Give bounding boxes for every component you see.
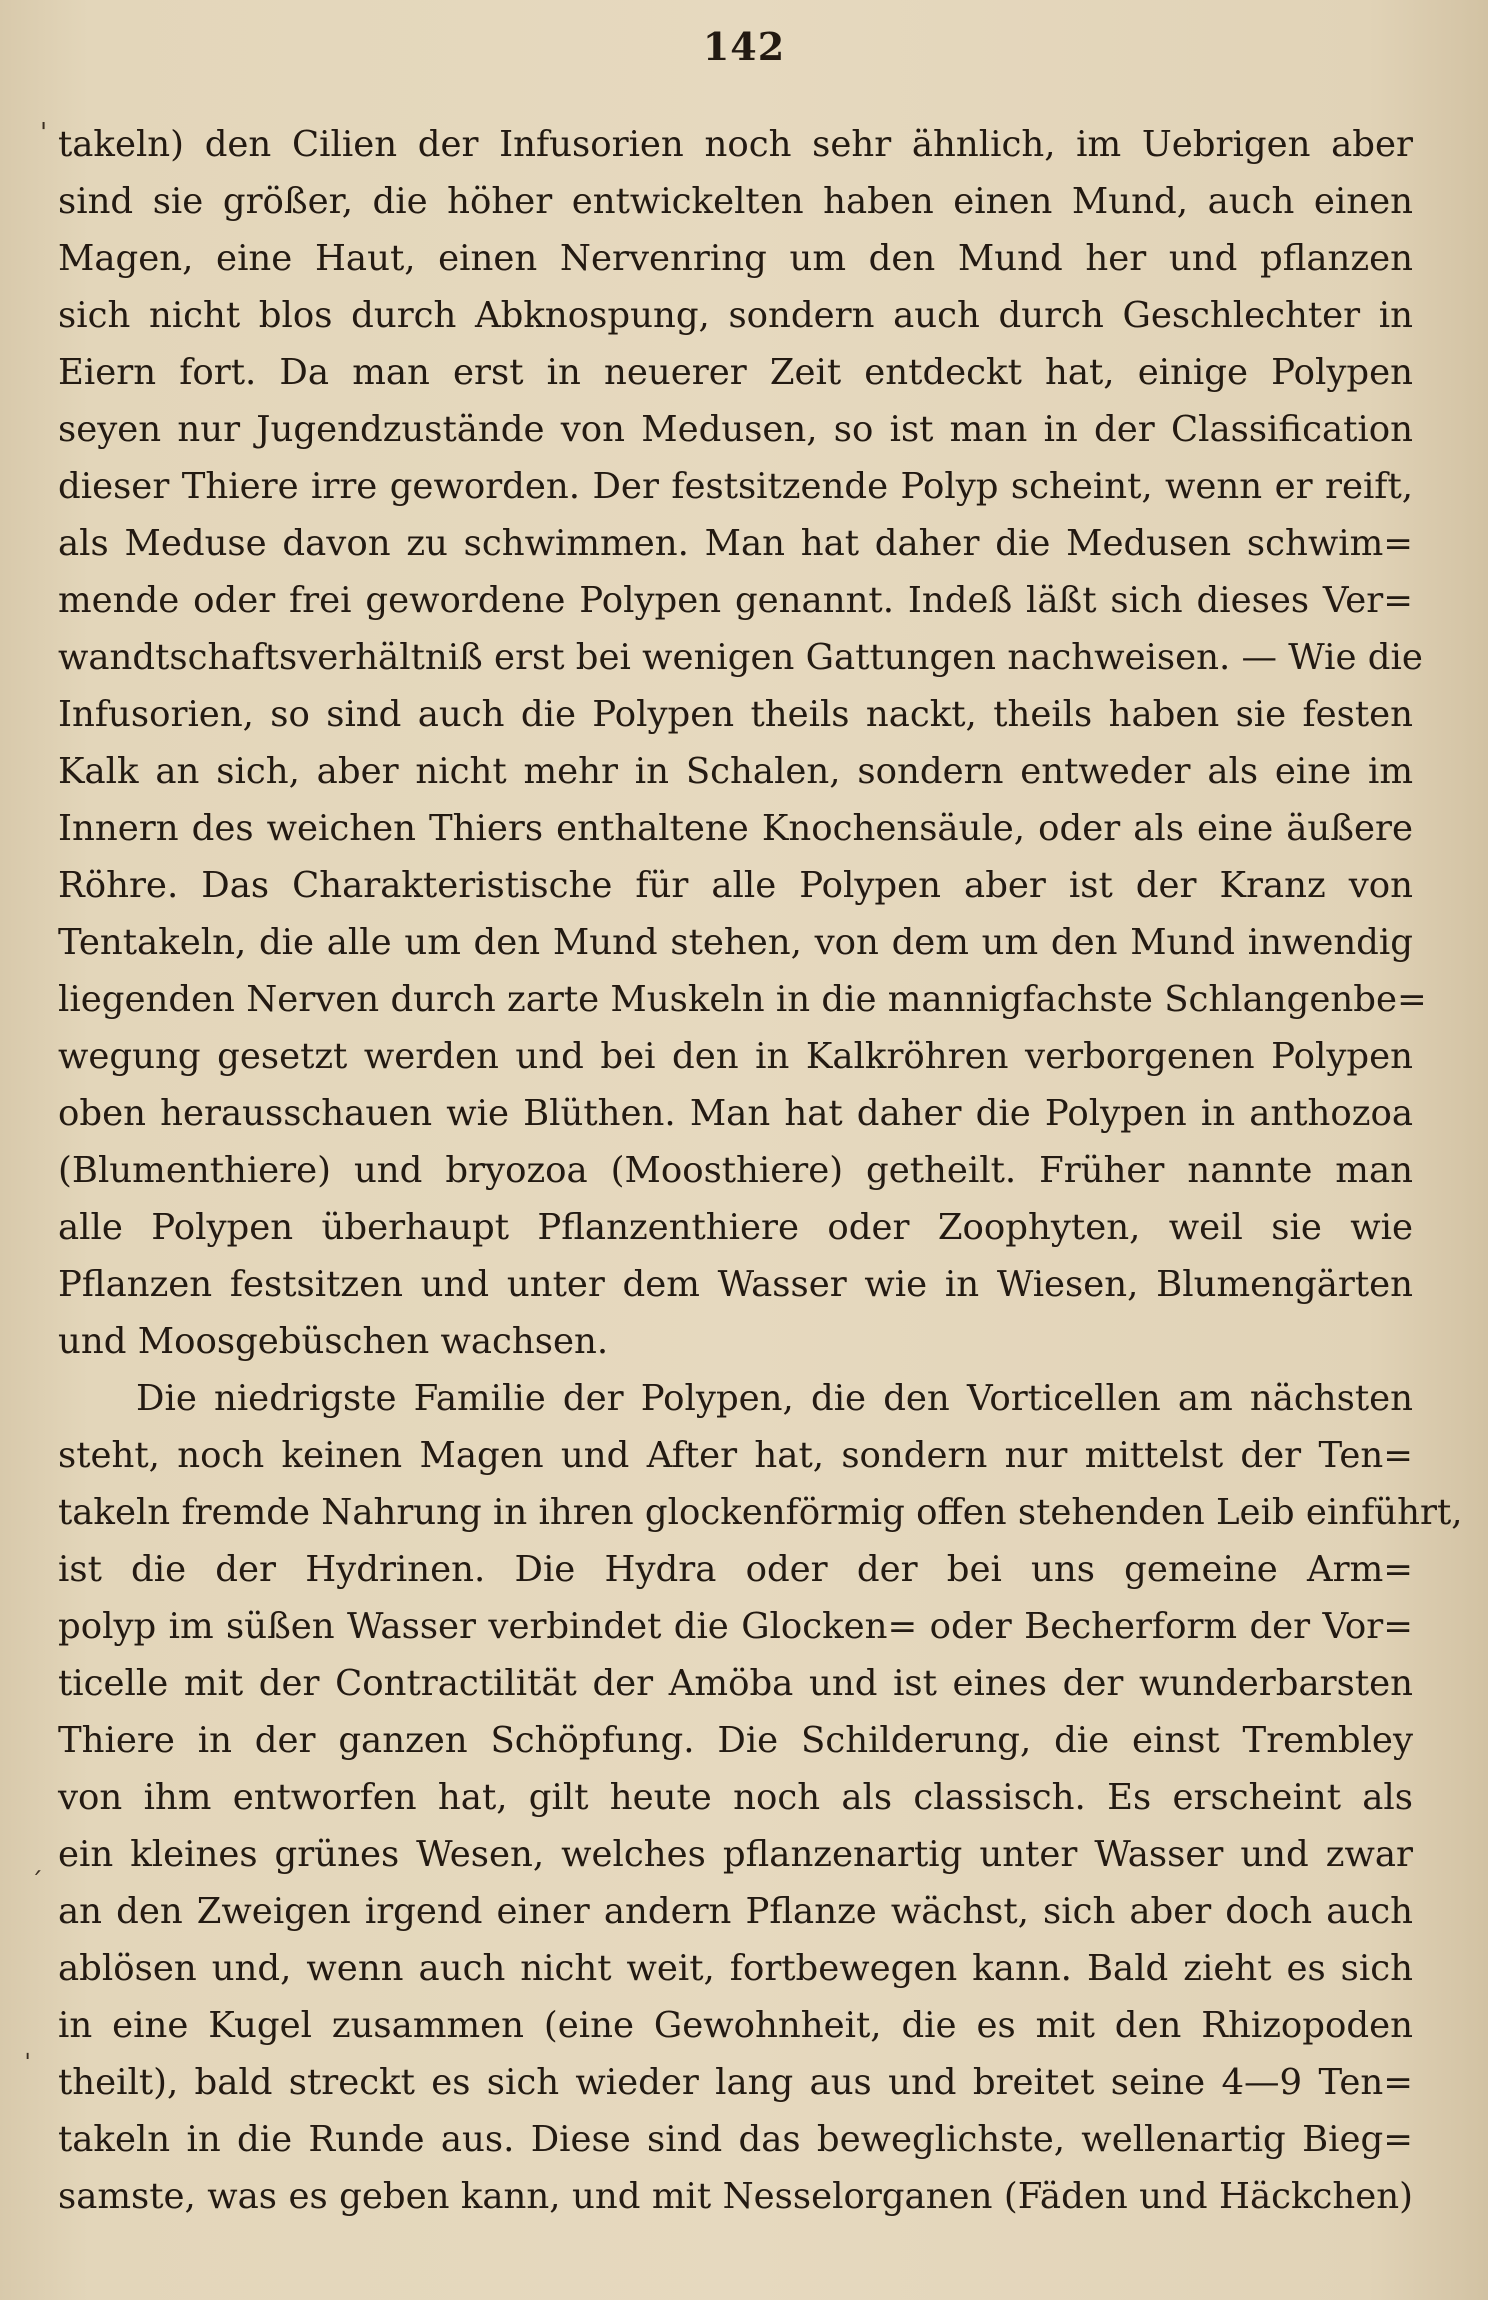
text-line: wegung gesetzt werden und bei den in Kalkröhren verborgenen Polypen: [58, 1036, 1413, 1077]
text-line: ist die der Hydrinen. Die Hydra oder der bei uns gemeine Arm=: [58, 1549, 1413, 1590]
text-line: samste, was es geben kann, und mit Nesselorganen (Fäden und Häckchen): [58, 2176, 1413, 2217]
paragraph: [58, 116, 1427, 1370]
text-line: dieser Thiere irre geworden. Der festsitzende Polyp scheint, wenn er reift,: [58, 466, 1413, 507]
text-line: oben herausschauen wie Blüthen. Man hat daher die Polypen in anthozoa: [58, 1093, 1413, 1134]
text-line: steht, noch keinen Magen und After hat, sondern nur mittelst der Ten=: [58, 1435, 1413, 1476]
text-line: mende oder frei gewordene Polypen genannt. Indeß läßt sich dieses Ver=: [58, 580, 1413, 621]
text-line: ticelle mit der Contractilität der Amöba und ist eines der wunderbarsten: [58, 1663, 1413, 1704]
text-line: Innern des weichen Thiers enthaltene Knochensäule, oder als eine äußere: [58, 808, 1413, 849]
text-line: und Moosgebüschen wachsen.: [58, 1321, 609, 1362]
text-line: sich nicht blos durch Abknospung, sondern auch durch Geschlechter in: [58, 295, 1413, 336]
margin-mark: ´: [30, 1868, 43, 1898]
margin-mark: ': [40, 118, 48, 148]
text-line: Pflanzen festsitzen und unter dem Wasser wie in Wiesen, Blumengärten: [58, 1264, 1413, 1305]
text-line: von ihm entworfen hat, gilt heute noch als classisch. Es erscheint als: [58, 1777, 1413, 1818]
text-line: Kalk an sich, aber nicht mehr in Schalen, sondern entweder als eine im: [58, 751, 1413, 792]
text-line: theilt), bald streckt es sich wieder lang aus und breitet seine 4—9 Ten=: [58, 2062, 1413, 2103]
text-line: Eiern fort. Da man erst in neuerer Zeit entdeckt hat, einige Polypen: [58, 352, 1413, 393]
text-line: sind sie größer, die höher entwickelten haben einen Mund, auch einen: [58, 181, 1413, 222]
text-line: ein kleines grünes Wesen, welches pflanzenartig unter Wasser und zwar: [58, 1834, 1413, 1875]
text-line: als Meduse davon zu schwimmen. Man hat daher die Medusen schwim=: [58, 523, 1413, 564]
text-line: Röhre. Das Charakteristische für alle Polypen aber ist der Kranz von: [58, 865, 1413, 906]
text-line: takeln fremde Nahrung in ihren glockenförmig offen stehenden Leib einführt,: [58, 1492, 1463, 1533]
text-line: alle Polypen überhaupt Pflanzenthiere oder Zoophyten, weil sie wie: [58, 1207, 1413, 1248]
margin-mark: ˈ: [24, 2050, 32, 2080]
text-line: in eine Kugel zusammen (eine Gewohnheit, die es mit den Rhizopoden: [58, 2005, 1413, 2046]
text-line: Thiere in der ganzen Schöpfung. Die Schilderung, die einst Trembley: [58, 1720, 1413, 1761]
text-line: liegenden Nerven durch zarte Muskeln in die mannigfachste Schlangenbe=: [58, 979, 1427, 1020]
text-line: an den Zweigen irgend einer andern Pflanze wächst, sich aber doch auch: [58, 1891, 1413, 1932]
paragraph: [58, 1370, 1463, 2225]
text-line: seyen nur Jugendzustände von Medusen, so ist man in der Classification: [58, 409, 1413, 450]
text-line: Infusorien, so sind auch die Polypen theils nackt, theils haben sie festen: [58, 694, 1413, 735]
text-line: ablösen und, wenn auch nicht weit, fortbewegen kann. Bald zieht es sich: [58, 1948, 1413, 1989]
text-line: Tentakeln, die alle um den Mund stehen, von dem um den Mund inwendig: [58, 922, 1413, 963]
page-number: 142: [702, 24, 786, 69]
text-line: Magen, eine Haut, einen Nervenring um den Mund her und pflanzen: [58, 238, 1413, 279]
text-line: takeln in die Runde aus. Diese sind das beweglichste, wellenartig Bieg=: [58, 2119, 1413, 2160]
text-line: (Blumenthiere) und bryozoa (Moosthiere) getheilt. Früher nannte man: [58, 1150, 1413, 1191]
body-text: [58, 116, 1463, 2225]
text-line: wandtschaftsverhältniß erst bei wenigen Gattungen nachweisen. — Wie die: [58, 637, 1423, 678]
text-line: polyp im süßen Wasser verbindet die Glocken= oder Becherform der Vor=: [58, 1606, 1413, 1647]
text-line: Die niedrigste Familie der Polypen, die den Vorticellen am nächsten: [136, 1378, 1413, 1419]
text-line: takeln) den Cilien der Infusorien noch sehr ähnlich, im Uebrigen aber: [58, 124, 1413, 165]
